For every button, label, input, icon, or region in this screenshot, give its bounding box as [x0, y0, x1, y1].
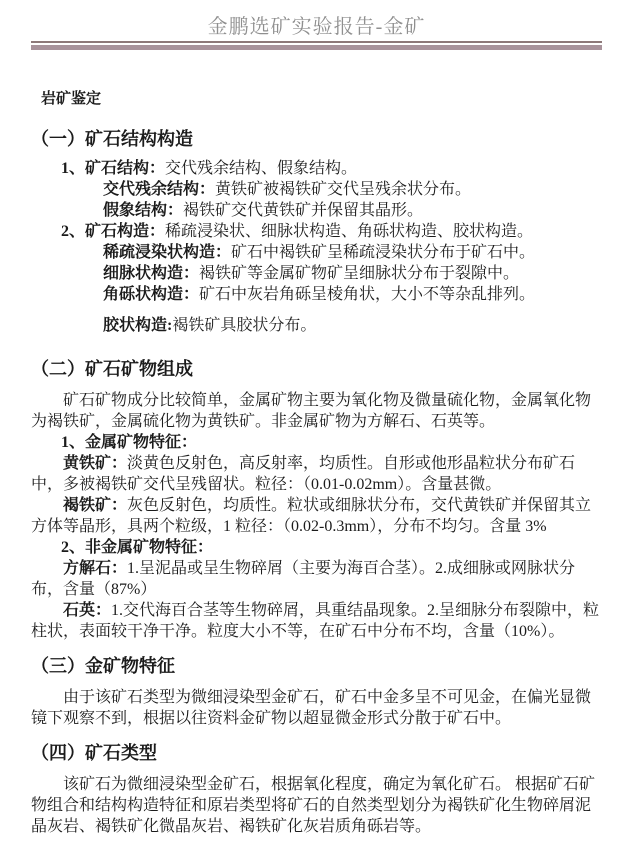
term-text: 交代残余结构、假象结构。	[165, 160, 358, 177]
mineral-name: 石英：	[63, 602, 112, 619]
section-2-intro: 矿石矿物成分比较简单，金属矿物主要为氧化物及微量硫化物，金属氧化物为褐铁矿，金属硫化物为黄铁矿。非金属矿物为方解石、石英等。	[31, 392, 592, 430]
structure-line	[31, 179, 603, 200]
mineral-description: 灰色反射色，均质性。粒状或细脉状分布，交代黄铁矿并保留其立方体等晶形，具两个粒级，1 粒径：（0.02-0.3mm），分布不均匀。含量 3%	[31, 497, 592, 535]
mineral-description: 淡黄色反射色，高反射率，均质性。自形或他形晶粒状分布矿石中，多被褐铁矿交代呈残留状。粒径：（0.01-0.02mm）。含量甚微。	[31, 455, 576, 493]
term-label: 角砾状构造：	[103, 286, 200, 303]
page-header	[0, 0, 633, 50]
term-label: 稀疏浸染状构造：	[103, 244, 232, 261]
header-rule	[31, 41, 602, 50]
document-title: 金鹏选矿实验报告-金矿	[207, 16, 426, 38]
structure-line	[31, 315, 603, 336]
section-2-heading: （二）矿石矿物组成	[31, 359, 193, 379]
term-label: 假象结构：	[103, 202, 184, 219]
section-4-body: 该矿石为微细浸染型金矿石，根据氧化程度，确定为氧化矿石。 根据矿石矿物组合和结构构造特征和原岩类型将矿石的自然类型划分为褐铁矿化生物碎屑泥晶灰岩、褐铁矿化微晶灰岩、褐铁矿化灰岩质角砾岩等。	[31, 776, 596, 835]
term-label: 1、矿石结构：	[61, 160, 166, 177]
main-heading: 岩矿鉴定	[41, 91, 102, 107]
term-label: 胶状构造:	[103, 317, 173, 334]
mineral-name: 褐铁矿：	[63, 497, 128, 514]
term-text: 褐铁矿等金属矿物矿呈细脉状分布于裂隙中。	[199, 265, 520, 282]
term-label: 细脉状构造：	[103, 265, 200, 282]
mineral-name: 方解石：	[63, 560, 128, 577]
structure-line	[31, 263, 603, 284]
term-text: 黄铁矿被褐铁矿交代呈残余状分布。	[215, 181, 472, 198]
section-4-heading: （四）矿石类型	[31, 743, 157, 763]
structure-line	[31, 242, 603, 263]
mineral-name: 黄铁矿：	[63, 455, 128, 472]
term-label: 2、矿石构造：	[61, 223, 166, 240]
mineral-paragraph	[31, 495, 603, 537]
structure-line	[31, 158, 603, 179]
section-3-heading: （三）金矿物特征	[31, 656, 175, 676]
section-1-heading: （一）矿石结构构造	[31, 129, 193, 149]
mineral-description: 1.交代海百合茎等生物碎屑，具重结晶现象。2.呈细脉分布裂隙中，粒柱状，表面较干净干净。粒度大小不等，在矿石中分布不均，含量（10%）。	[31, 602, 600, 640]
mineral-description: 1.呈泥晶或呈生物碎屑（主要为海百合茎）。2.成细脉或网脉状分布，含量（87%）	[31, 560, 576, 598]
mineral-paragraph	[31, 600, 603, 642]
sub-heading-nonmetal-minerals: 2、非金属矿物特征：	[61, 539, 214, 556]
term-text: 稀疏浸染状、细脉状构造、角砾状构造、胶状构造。	[165, 223, 534, 240]
structure-line	[31, 200, 603, 221]
mineral-paragraph	[31, 558, 603, 600]
mineral-paragraph	[31, 453, 603, 495]
header-rule-thick	[31, 45, 602, 50]
section-3-body: 由于该矿石类型为微细浸染型金矿石，矿石中金多呈不可见金，在偏光显微镜下观察不到，根据以往资料金矿物以超显微金形式分散于矿石中。	[31, 689, 592, 727]
sub-heading-metal-minerals: 1、金属矿物特征：	[61, 434, 198, 451]
term-label: 交代残余结构：	[103, 181, 216, 198]
structure-line	[31, 284, 603, 305]
term-text: 褐铁矿交代黄铁矿并保留其晶形。	[183, 202, 424, 219]
structure-line	[31, 221, 603, 242]
term-text: 矿石中灰岩角砾呈棱角状，大小不等杂乱排列。	[199, 286, 536, 303]
term-text: 褐铁矿具胶状分布。	[172, 317, 317, 334]
term-text: 矿石中褐铁矿呈稀疏浸染状分布于矿石中。	[231, 244, 536, 261]
document-body	[0, 89, 633, 837]
